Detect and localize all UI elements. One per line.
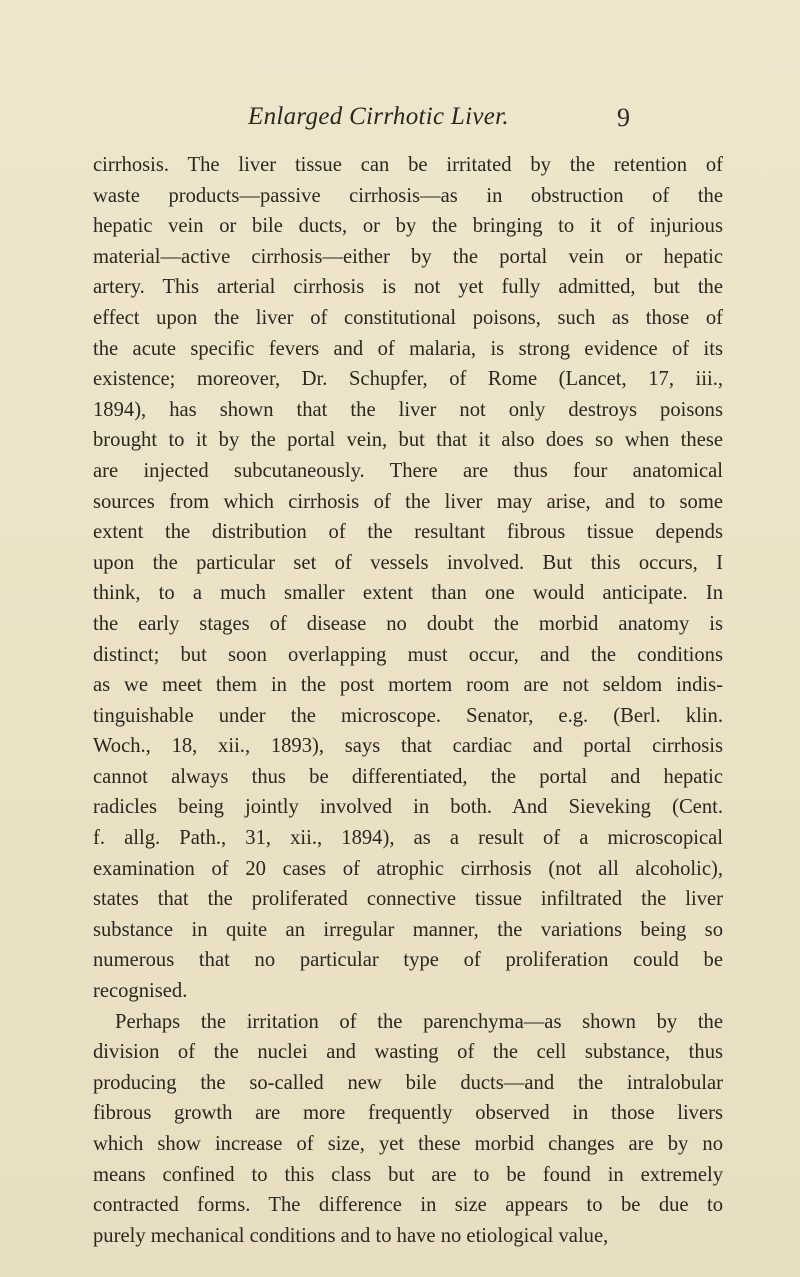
text-line: existence; moreover, Dr. Schupfer, of Rome (Lancet, 17, iii., [93,368,723,391]
text-line: producing the so-called new bile ducts—and the intralobular [93,1071,723,1094]
running-head [0,103,800,139]
text-line: upon the particular set of vessels involved. But this occurs, I [93,551,723,574]
text-line: the acute specific fevers and of malaria, is strong evidence of its [93,337,723,360]
text-line: think, to a much smaller extent than one would anticipate. In [93,582,723,605]
text-line: distinct; but soon overlapping must occur, and the conditions [93,643,723,666]
text-line: substance in quite an irregular manner, the variations being so [93,918,723,941]
text-line: tinguishable under the microscope. Senator, e.g. (Berl. klin. [93,704,723,727]
text-line: examination of 20 cases of atrophic cirrhosis (not all alcoholic), [93,857,723,880]
text-line: Perhaps the irritation of the parenchyma—as shown by the [115,1010,723,1033]
running-title: Enlarged Cirrhotic Liver. [248,103,509,130]
text-line: means confined to this class but are to be found in extremely [93,1163,723,1186]
text-line: purely mechanical conditions and to have no etiological value, [93,1224,609,1247]
text-line: waste products—passive cirrhosis—as in obstruction of the [93,184,723,207]
text-line: recognised. [93,980,188,1003]
text-line: contracted forms. The difference in size appears to be due to [93,1194,723,1217]
text-line: numerous that no particular type of proliferation could be [93,949,723,972]
text-line: 1894), has shown that the liver not only destroys poisons [93,398,723,421]
text-line: brought to it by the portal vein, but that it also does so when these [93,429,723,452]
text-line: are injected subcutaneously. There are thus four anatomical [93,459,723,482]
text-line: cannot always thus be differentiated, the portal and hepatic [93,765,723,788]
text-line: f. allg. Path., 31, xii., 1894), as a result of a microscopical [93,827,723,850]
text-line: radicles being jointly involved in both. And Sieveking (Cent. [93,796,723,819]
text-line: effect upon the liver of constitutional poisons, such as those of [93,306,723,329]
text-line: which show increase of size, yet these morbid changes are by no [93,1133,723,1155]
text-line: material—active cirrhosis—either by the portal vein or hepatic [93,245,723,268]
text-line: cirrhosis. The liver tissue can be irritated by the retention of [93,154,723,176]
body-text [93,150,723,1251]
text-line: Woch., 18, xii., 1893), says that cardiac and portal cirrhosis [93,735,723,758]
text-line: artery. This arterial cirrhosis is not yet fully admitted, but the [93,276,723,299]
text-line: sources from which cirrhosis of the liver may arise, and to some [93,490,723,513]
text-line: hepatic vein or bile ducts, or by the bringing to it of injurious [93,215,723,238]
page-number: 9 [617,103,630,132]
text-line: states that the proliferated connective tissue infiltrated the liver [93,888,723,911]
text-line: extent the distribution of the resultant fibrous tissue depends [93,521,723,544]
text-line: as we meet them in the post mortem room are not seldom indis- [93,674,723,697]
text-line: the early stages of disease no doubt the morbid anatomy is [93,612,723,635]
text-line: fibrous growth are more frequently observed in those livers [93,1102,723,1125]
text-line: division of the nuclei and wasting of the cell substance, thus [93,1041,723,1064]
